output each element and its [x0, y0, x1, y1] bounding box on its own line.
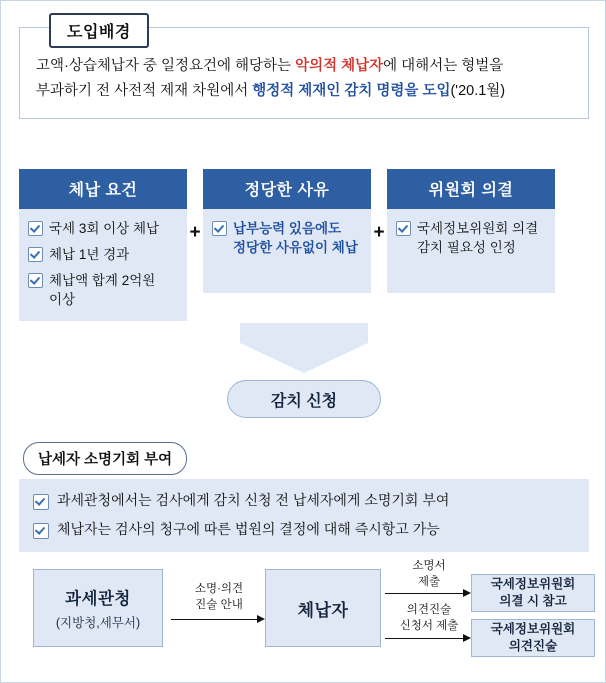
flow-arrow-1-line: [171, 619, 257, 620]
condition-card-title: 위원회 의결: [387, 169, 555, 209]
note-item: [33, 491, 575, 511]
flow-arrow-1-label: [177, 582, 261, 613]
condition-item-label: 국세 3회 이상 체납: [49, 221, 160, 236]
flow-node-committee-reference-line2: 의결 시 참고: [499, 594, 567, 608]
condition-card-title: 체납 요건: [19, 169, 187, 209]
plus-symbol: +: [189, 222, 201, 243]
intro-highlight-red: 악의적 체납자: [295, 58, 384, 74]
flow-arrow-2-label-line1: 소명서: [412, 560, 446, 572]
intro-highlight-blue: 행정적 제재인 감치 명령을 도입: [252, 82, 451, 99]
condition-card-tax-arrears: [19, 169, 187, 321]
check-icon: [28, 273, 43, 288]
section-label-taxpayer-opportunity: 납세자 소명기회 부여: [23, 442, 187, 475]
intro-line2-part2: ('20.1월): [450, 82, 506, 99]
check-icon: [396, 221, 411, 236]
flow-node-tax-authority: [33, 569, 163, 647]
condition-item: [28, 245, 178, 264]
flow-arrow-2-head-icon: [463, 589, 471, 597]
flow-node-committee-statement-line1: 국세정보위원회: [490, 622, 576, 637]
flow-arrow-2-label: [389, 559, 469, 590]
flow-node-subtitle: (지방청,세무서): [55, 616, 141, 630]
flow-arrow-2-line: [385, 593, 463, 594]
conditions-row: [19, 169, 589, 321]
intro-line1-part2: 에 대해서는 형벌을: [383, 58, 504, 74]
condition-item-label: 납부능력 있음에도 정당한 사유없이 체납: [233, 221, 358, 256]
flow-arrow-3-label-line2: 신청서 제출: [399, 619, 459, 632]
condition-item-label: 국세정보위원회 의결 감치 필요성 인정: [417, 221, 539, 256]
check-icon: [33, 494, 49, 510]
check-icon: [33, 523, 49, 539]
flow-arrow-3-label: [385, 603, 473, 634]
check-icon: [212, 221, 227, 236]
plus-symbol: +: [373, 222, 385, 243]
condition-card-justifiable-reason: [203, 169, 371, 293]
condition-item-label: 체납액 합계 2억원 이상: [49, 273, 156, 308]
flow-node-taxpayer: 체납자: [265, 569, 381, 647]
condition-item-label: 체납 1년 경과: [49, 247, 130, 263]
flow-arrow-1-label-line2: 진술 안내: [195, 598, 243, 611]
flow-node-committee-reference: [471, 574, 595, 612]
condition-card-body: [387, 209, 555, 293]
flow-arrow-1-head-icon: [257, 615, 265, 623]
process-flow: [19, 560, 589, 669]
check-icon: [28, 221, 43, 236]
condition-item: [28, 219, 178, 238]
flow-node-committee-statement-line2: 의견진술: [508, 639, 558, 653]
check-icon: [28, 247, 43, 262]
flow-arrow-3-label-line1: 의견진술: [406, 604, 452, 616]
intro-paragraph: [36, 54, 572, 104]
flow-arrow-1-label-line1: 소명·의견: [194, 583, 244, 595]
condition-card-body: [19, 209, 187, 321]
flow-node-title: 과세관청: [65, 590, 131, 608]
note-item: [33, 520, 575, 540]
flow-arrow-3-head-icon: [463, 634, 471, 642]
intro-title-badge: 도입배경: [49, 13, 149, 48]
flow-arrow-2-label-line2: 제출: [417, 575, 441, 588]
note-item-label: 체납자는 검사의 청구에 따른 법원의 결정에 대해 즉시항고 가능: [57, 520, 440, 537]
condition-item: [396, 219, 546, 257]
flow-arrow-3-line: [385, 638, 463, 639]
condition-item: [28, 271, 178, 309]
result-pill-detention-application: 감치 신청: [227, 380, 381, 418]
flow-node-committee-reference-line1: 국세정보위원회: [490, 577, 576, 592]
condition-card-committee-resolution: [387, 169, 555, 293]
intro-line2-part1: 부과하기 전 사전적 제재 차원에서: [36, 82, 253, 99]
intro-section: [19, 24, 589, 119]
notes-panel: [19, 479, 589, 552]
condition-card-title: 정당한 사유: [203, 169, 371, 209]
condition-card-body: [203, 209, 371, 293]
flow-node-committee-statement: [471, 619, 595, 657]
condition-item: [212, 219, 362, 257]
intro-line1-part1: 고액·상습체납자 중 일정요건에 해당하는: [36, 58, 296, 74]
down-arrow-icon: [240, 323, 368, 375]
note-item-label: 과세관청에서는 검사에게 감치 신청 전 납세자에게 소명기회 부여: [57, 492, 450, 508]
